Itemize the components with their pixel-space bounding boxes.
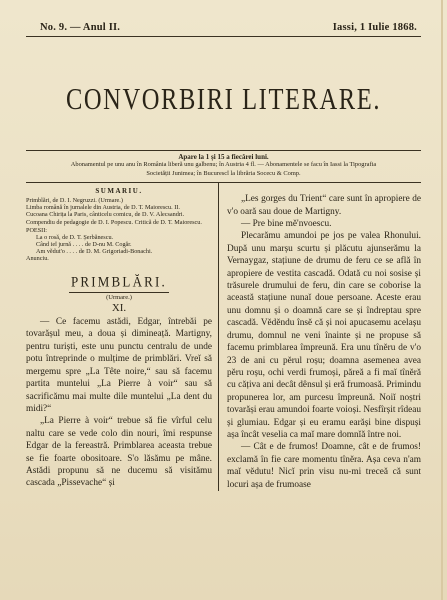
poem-entry: La o rosă, de D. T. Șerbănescu. xyxy=(36,233,114,241)
paragraph: Plecarămu amundoi pe jos pe valea Rhonului. După unu marșu scurtu și plăcutu ajunserămu la Vernaygaz, stațiune de drumu de feru ce se află în apropiere de vestita cascadă. Odată cu noi sosise și trăsurele drumului de feru, din care se coborise la această stațiune nunaĭ doue persoane. Aceste erau unu domnu și o doamnă care se și îndreptau spre cascadă. Vĕdĕndu însĕ că și noi apucasemu acelașu drumu, domnul ne veni înainte și ne propuse să facemu primblarea împreună. Era unu tînĕru de v'o 23 de ani cu pĕrul roșu; doamna asemenea avea pĕru roșu, ochi verdi frumoși, păreă a fi maĭ tînĕră cu cățiva ani decât dênsul și eră frumoasă. Primindu propunerea lor, am purcesu împreună. Noiĭ noștri tovarăși erau amundoi foarte voioși. Nesfîrșit rîdeau și glumiau. Edgar și eu eramu earăși bine dispuși așa încât veselia ca maĭ mare domnĭă între noi. xyxy=(227,231,421,440)
issue-number: No. 9. — Anul II. xyxy=(40,22,121,33)
right-column xyxy=(219,183,421,491)
right-column-text xyxy=(227,193,421,491)
summary-entry: Limba română în jurnalele din Austria, de D. T. Maiorescu. II. xyxy=(26,204,180,212)
summary-entry: Compendiu de pedagogie de D. I. Popescu. Critică de D. T. Maiorescu. xyxy=(26,218,202,226)
masthead-title: CONVORBIRI LITERARE. xyxy=(65,82,382,117)
summary-title: SUMARIU. xyxy=(95,187,143,196)
title-rule xyxy=(69,292,169,293)
summary-entry: Cucoana Chirița la Paris, cânticelu comicu, de D. V. Alecsandri. xyxy=(26,211,185,219)
poem-entry: Am vĕdut'o . . . . de D. M. Grigoriadi-Bonachi. xyxy=(36,247,153,255)
paragraph: „Les gorges du Trient“ care sunt în apropiere de v'o oară sau doue de Martigny. xyxy=(227,194,421,217)
subscription-info xyxy=(26,153,421,178)
two-column-body xyxy=(26,182,421,491)
poems-label: POESII: xyxy=(26,226,47,234)
publication-frequency: Apare la 1 și 15 a fiecărei luni. xyxy=(178,153,269,161)
paragraph: — Pre bine mĕ'nvoescu. xyxy=(241,219,332,230)
subscription-line-2: Societății Junimea; în Bucurescĭ la librăria Socecu & Comp. xyxy=(146,169,301,177)
page-edge xyxy=(441,0,443,600)
left-column-text xyxy=(26,316,212,490)
paragraph: — Cât e de frumos! Doamne, cât e de frumos! exclamă în fie care momentu tînĕra. Așa ceva n'am maĭ vĕdutu! Nicĭ prin visu nu-mi treceă că sunt locuri așa de frumoase xyxy=(227,442,421,490)
paragraph: „La Pierre à voir“ trebue să fie vîrful celu naltu care se vede colo din nouri, îmi respunse Edgar de la fereastră. Primblarea aceasta trebue se fie foarte obositoare. S'o lăsămu pe mâne. Astădi propunu să ne ducemu să visitămu cascada „Pissevache“ și xyxy=(26,416,212,489)
left-column xyxy=(26,183,219,491)
article-title: PRIMBLĂRI. xyxy=(70,272,168,291)
poem-entry: Când ieĭ jurnă . . . . de D-nu M. Cogăr. xyxy=(36,240,132,248)
paragraph: — Ce facemu astădi, Edgar, întrebăi pe tovarășul meu, a doua și dimineață. Martigny, pentru turiști, este unu punctu centralu de unde potu întreprinde o mulțime de primblări. Vreĭ să mergemu spre „La Tête noire,“ sau să facemu partita muntelui „La Pierre à voir“ sau să sacrificămu mai multe dile muntelui „La dent du midi?“ xyxy=(26,317,212,414)
summary-entry-announcement: Anunciu. xyxy=(26,254,49,262)
issue-header xyxy=(26,22,421,37)
summary-list xyxy=(26,197,212,262)
summary-entry: Primblări, de D. I. Negruzzi. (Urmare.) xyxy=(26,197,123,205)
chapter-number: XI. xyxy=(111,302,127,315)
subscription-line-1: Abonamentul pe unu anu în România liberă unu galbenu; în Austria 4 fl. — Abonamentele se facu în Iassi la Tipografia xyxy=(70,161,377,169)
continued-note: (Urmare.) xyxy=(106,294,132,302)
masthead-rule xyxy=(26,150,421,151)
issue-date: Iassi, 1 Iulie 1868. xyxy=(332,22,417,33)
